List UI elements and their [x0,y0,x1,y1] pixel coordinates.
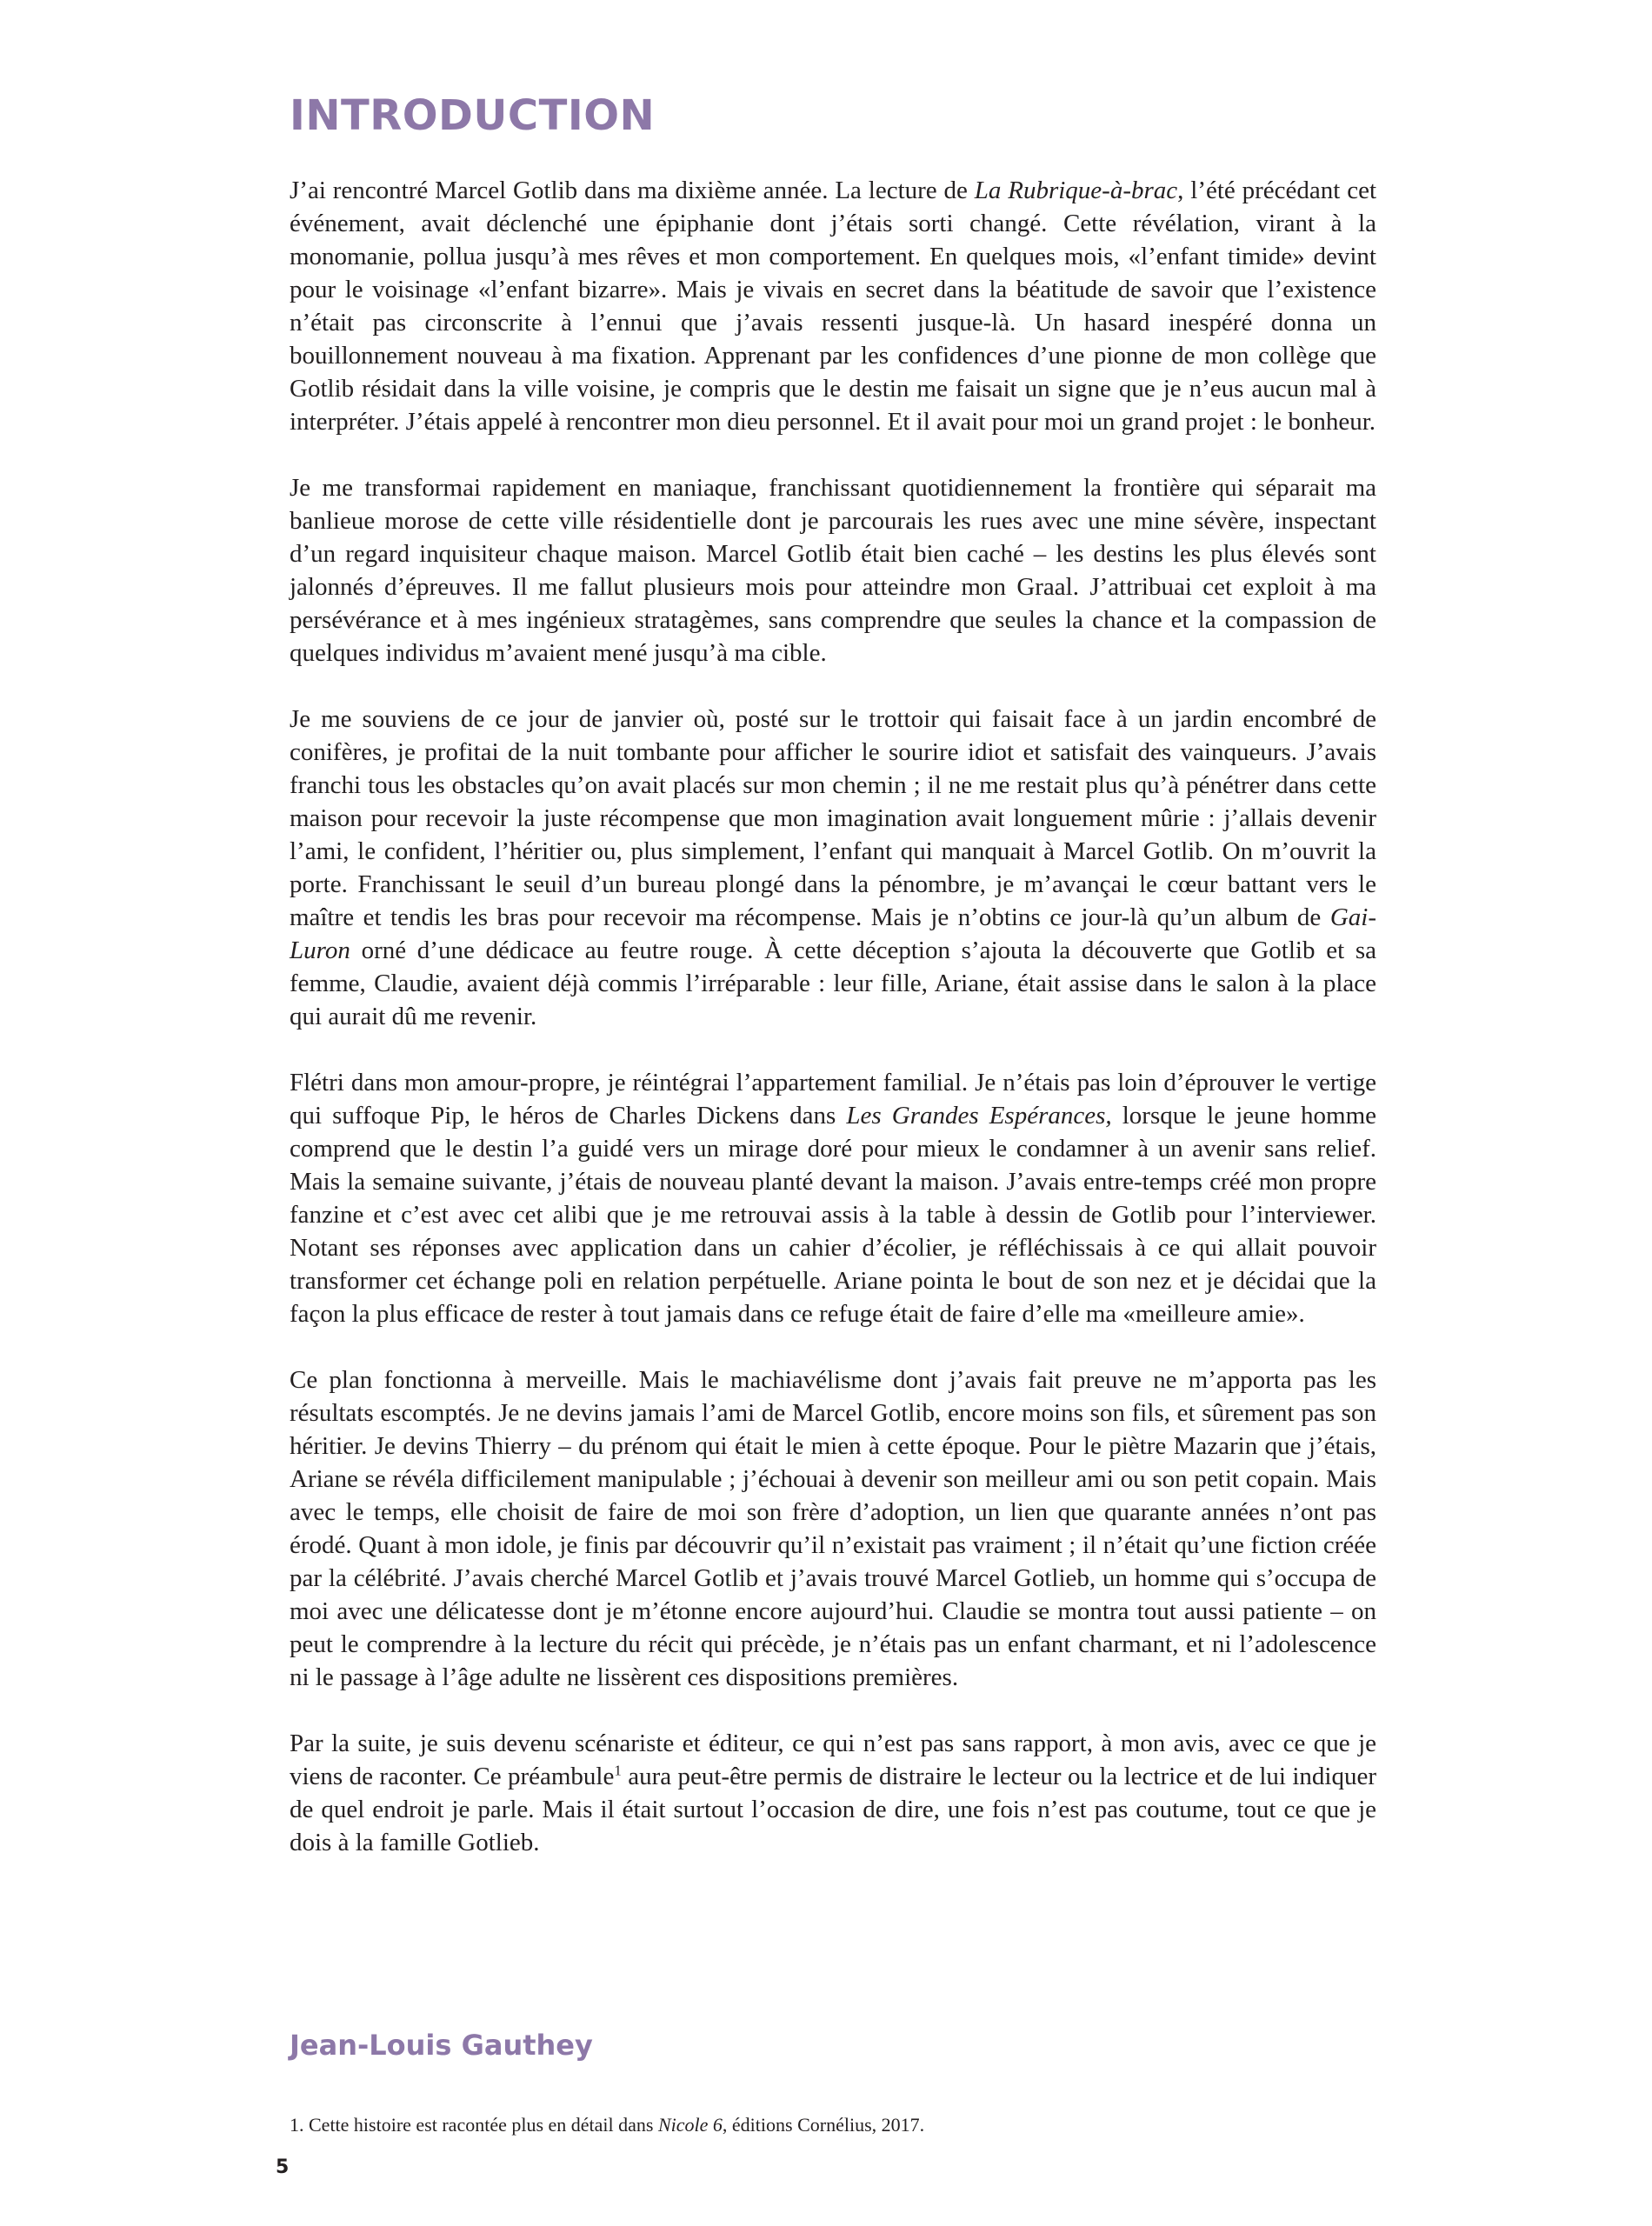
text-run: Je me transformai rapidement en maniaque, franchissant quotidiennement la frontière qui séparait ma banlieue morose de cette ville résidentielle dont je parcourais les rues avec une mine sévère, inspectant d’un regard inquisiteur chaque maison. Marcel Gotlib était bien caché – les destins les plus élevés sont jalonnés d’épreuves. Il me fallut plusieurs mois pour atteindre mon Graal. J’attribuai cet exploit à ma persévérance et à mes ingénieux stratagèmes, sans comprendre que seules la chance et la compassion de quelques individus m’avaient mené jusqu’à ma cible. [290,474,1376,667]
text-run: 1. Cette histoire est racontée plus en détail dans [290,2114,658,2136]
text-run: Par la suite, je suis devenu scénariste et éditeur, ce qui n’est pas sans rapport, à mon avis, avec ce que je viens de raconter. Ce préambule [290,1729,1376,1790]
text-run: Flétri dans mon amour-propre, je réintégrai l’appartement familial. Je n’étais pas loin d’éprouver le vertige qui suffoque Pip, le héros de Charles Dickens dans [290,1069,1376,1130]
text-run: aura peut-être permis de distraire le lecteur ou la lectrice et de lui indiquer de quel endroit je parle. Mais il était surtout l’occasion de dire, une fois n’est pas coutume, tout ce que je dois à la famille Gotlieb. [290,1763,1377,1856]
page-number: 5 [276,2156,290,2178]
page-title: INTRODUCTION [290,91,656,140]
author-signature: Jean-Louis Gauthey [290,2029,593,2062]
paragraph [290,1727,1376,1859]
italic-text: Gai-Luron [290,903,1376,964]
text-run: , éditions Cornélius, 2017. [722,2114,925,2136]
paragraph [290,471,1376,670]
italic-text: La Rubrique-à-brac [974,177,1178,204]
text-run: J’ai rencontré Marcel Gotlib dans ma dixième année. La lecture de [290,177,975,204]
footnote-ref: 1 [614,1762,622,1779]
italic-text: Les Grandes Espérances, [846,1102,1112,1130]
text-run: lorsque le jeune homme comprend que le destin l’a guidé vers un mirage doré pour mieux le condamner à un avenir sans relief. Mais la semaine suivante, j’étais de nouveau planté devant la maison. J’avais entre-temps créé mon propre fanzine et c’est avec cet alibi que je me retrouvai assis à la table à dessin de Gotlib pour l’interviewer. Notant ses réponses avec application dans un cahier d’écolier, je réfléchissais à ce qui allait pouvoir transformer cet échange poli en relation perpétuelle. Ariane pointa le bout de son nez et je décidai que la façon la plus efficace de rester à tout jamais dans ce refuge était de faire d’elle ma «meilleure amie». [290,1102,1377,1328]
paragraph [290,703,1376,1033]
italic-text: Nicole 6 [657,2114,723,2136]
footnote [290,2113,924,2137]
text-run: Ce plan fonctionna à merveille. Mais le machiavélisme dont j’avais fait preuve ne m’apporta pas les résultats escomptés. Je ne devins jamais l’ami de Marcel Gotlib, encore moins son fils, et sûrement pas son héritier. Je devins Thierry – du prénom qui était le mien à cette époque. Pour le piètre Mazarin que j’étais, Ariane se révéla difficilement manipulable ; j’échouai à devenir son meilleur ami ou son petit copain. Mais avec le temps, elle choisit de faire de moi son frère d’adoption, un lien que quarante années n’ont pas érodé. Quant à mon idole, je finis par découvrir qu’il n’existait pas vraiment ; il n’était qu’une fiction créée par la célébrité. J’avais cherché Marcel Gotlib et j’avais trouvé Marcel Gotlieb, un homme qui s’occupa de moi avec une délicatesse dont je m’étonne encore aujourd’hui. Claudie se montra tout aussi patiente – on peut le comprendre à la lecture du récit qui précède, je n’étais pas un enfant charmant, et ni l’adolescence ni le passage à l’âge adulte ne lissèrent ces dispositions premières. [290,1366,1376,1691]
text-run: , l’été précédant cet événement, avait déclenché une épiphanie dont j’étais sorti changé. Cette révélation, virant à la monomanie, pollua jusqu’à mes rêves et mon comportement. En quelques mois, «l’enfant timide» devint pour le voisinage «l’enfant bizarre». Mais je vivais en secret dans la béatitude de savoir que l’existence n’était pas circonscrite à l’ennui que j’avais ressenti jusque-là. Un hasard inespéré donna un bouillonnement nouveau à ma fixation. Apprenant par les confidences d’une pionne de mon collège que Gotlib résidait dans la ville voisine, je compris que le destin me faisait un signe que je n’eus aucun mal à interpréter. J’étais appelé à rencontrer mon dieu personnel. Et il avait pour moi un grand projet : le bonheur. [290,177,1377,436]
text-run: Je me souviens de ce jour de janvier où, posté sur le trottoir qui faisait face à un jardin encombré de conifères, je profitai de la nuit tombante pour afficher le sourire idiot et satisfait des vainqueurs. J’avais franchi tous les obstacles qu’on avait placés sur mon chemin ; il ne me restait plus qu’à pénétrer dans cette maison pour recevoir la juste récompense que mon imagination avait longuement mûrie : j’allais devenir l’ami, le confident, l’héritier ou, plus simplement, l’enfant qui manquait à Marcel Gotlib. On m’ouvrit la porte. Franchissant le seuil d’un bureau plongé dans la pénombre, je m’avançai le cœur battant vers le maître et tendis les bras pour recevoir ma récompense. Mais je n’obtins ce jour-là qu’un album de [290,705,1376,931]
body-text [290,174,1376,1892]
paragraph [290,174,1376,438]
paragraph [290,1363,1376,1694]
paragraph [290,1066,1376,1330]
text-run: orné d’une dédicace au feutre rouge. À cette déception s’ajouta la découverte que Gotlib et sa femme, Claudie, avaient déjà commis l’irréparable : leur fille, Ariane, était assise dans le salon à la place qui aurait dû me revenir. [290,936,1376,1030]
